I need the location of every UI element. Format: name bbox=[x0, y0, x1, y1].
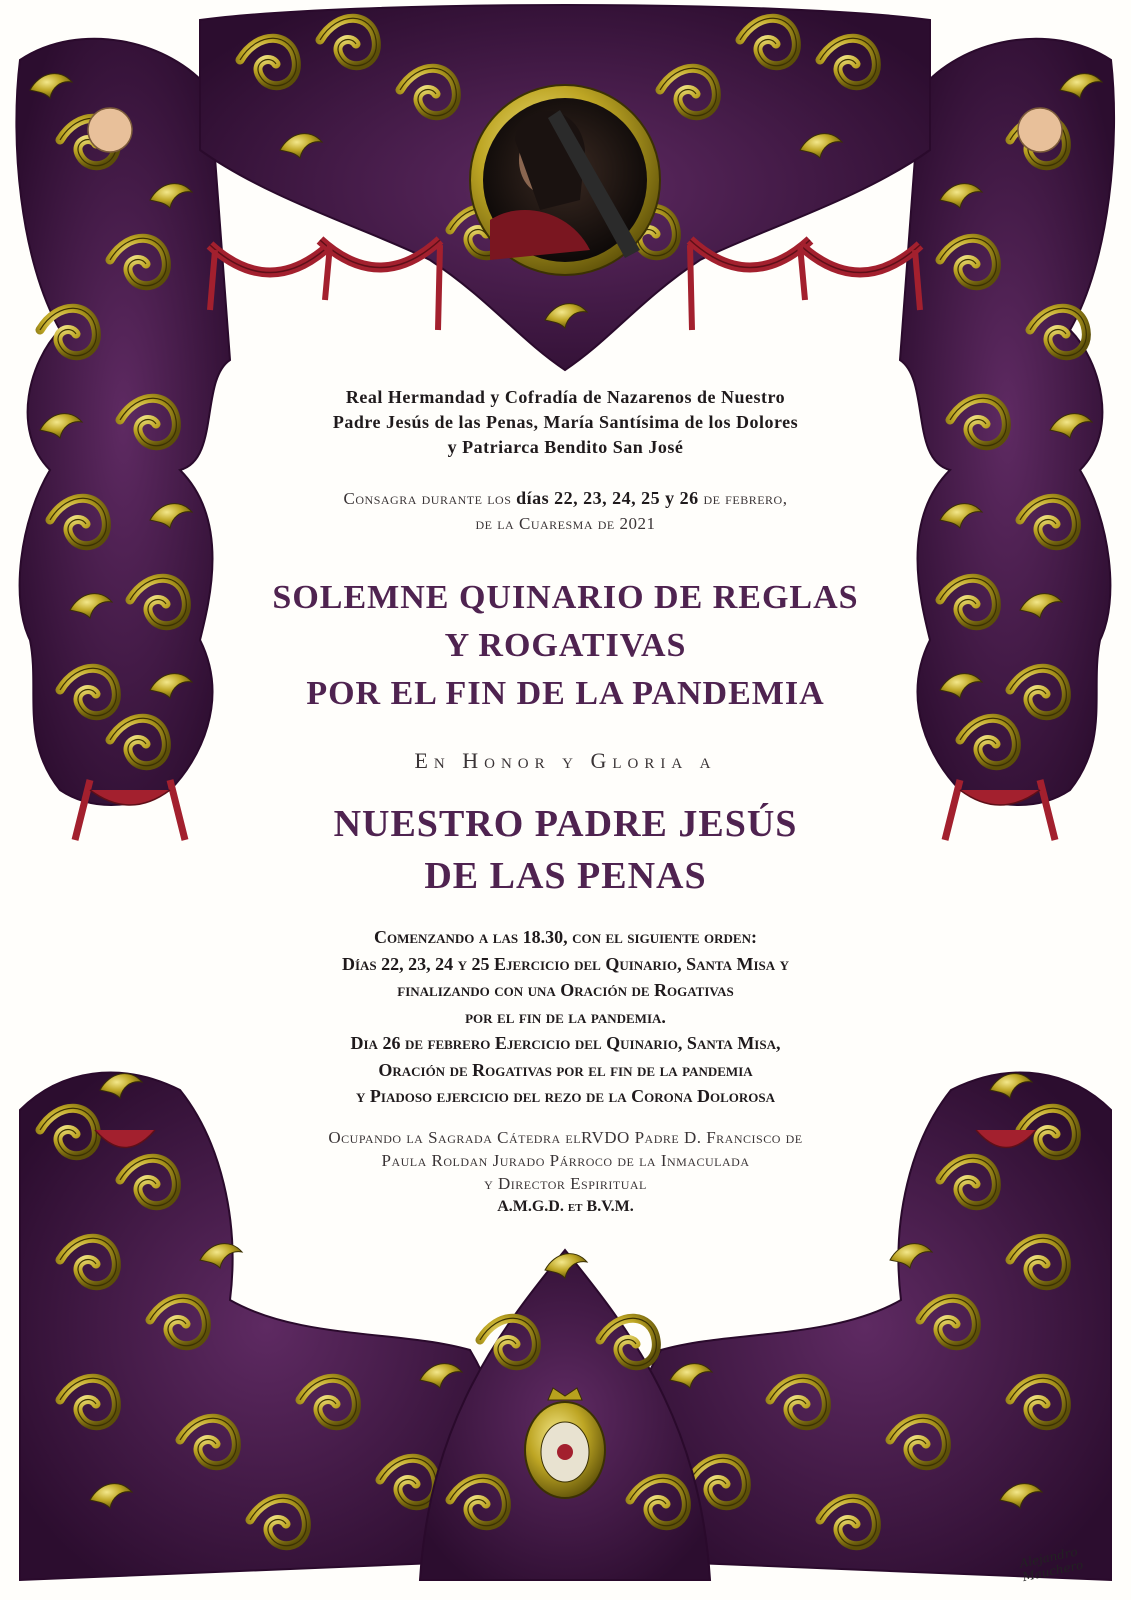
consagra-line bbox=[240, 486, 891, 511]
preacher-line: y Director Espiritual bbox=[484, 1173, 647, 1193]
quinario-title bbox=[240, 574, 891, 718]
header-line: Padre Jesús de las Penas, María Santísima de los Dolores bbox=[332, 412, 799, 432]
preacher-line: Paula Roldan Jurado Párroco de la Inmaculada bbox=[381, 1150, 750, 1170]
preacher-line: Ocupando la Sagrada Cátedra elRVDO Padre D. Francisco de bbox=[328, 1127, 803, 1147]
schedule-line: Dia 26 de febrero Ejercicio del Quinario, Santa Misa, bbox=[350, 1033, 781, 1053]
dedication-line: DE LAS PENAS bbox=[424, 855, 707, 897]
schedule-order bbox=[240, 924, 891, 1110]
announcement-text bbox=[240, 385, 891, 1216]
schedule-line: y Piadoso ejercicio del rezo de la Corona Dolorosa bbox=[356, 1086, 775, 1106]
title-line: Y ROGATIVAS bbox=[444, 627, 687, 664]
header-line: Real Hermandad y Cofradía de Nazarenos de Nuestro bbox=[345, 387, 786, 407]
title-line: SOLEMNE QUINARIO DE REGLAS bbox=[272, 579, 859, 616]
schedule-line: Días 22, 23, 24 y 25 Ejercicio del Quinario, Santa Misa y bbox=[341, 953, 790, 974]
consagra-dates bbox=[240, 486, 891, 536]
schedule-line: por el fin de la pandemia. bbox=[465, 1006, 666, 1027]
schedule-line: Oración de Rogativas por el fin de la pandemia bbox=[378, 1059, 753, 1080]
schedule-line: finalizando con una Oración de Rogativas bbox=[397, 980, 734, 1000]
consagra-suffix: de febrero, bbox=[698, 489, 788, 508]
header-line: y Patriarca Bendito San José bbox=[447, 437, 684, 457]
top-arch-ornament bbox=[200, 5, 930, 370]
schedule-line: Comenzando a las 18.30, con el siguiente orden: bbox=[374, 927, 757, 947]
dedication-line: NUESTRO PADRE JESÚS bbox=[333, 803, 798, 845]
consagra-days: días 22, 23, 24, 25 y 26 bbox=[516, 488, 699, 508]
closing-motto: A.M.G.D. et B.V.M. bbox=[497, 1197, 634, 1215]
consagra-line-2: de la Cuaresma de 2021 bbox=[475, 514, 656, 533]
left-pillar-ornament bbox=[16, 39, 230, 840]
right-pillar-ornament bbox=[900, 39, 1114, 840]
honor-subtitle: En Honor y Gloria a bbox=[414, 748, 717, 773]
brotherhood-header bbox=[240, 385, 891, 460]
preacher-info bbox=[240, 1126, 891, 1195]
artist-signature: Alejandro Mauchero bbox=[1018, 1544, 1085, 1585]
dedication-title bbox=[240, 798, 891, 902]
title-line: POR EL FIN DE LA PANDEMIA bbox=[306, 675, 825, 712]
bottom-center-crest bbox=[420, 1250, 710, 1580]
consagra-prefix: Consagra durante los bbox=[343, 489, 517, 508]
